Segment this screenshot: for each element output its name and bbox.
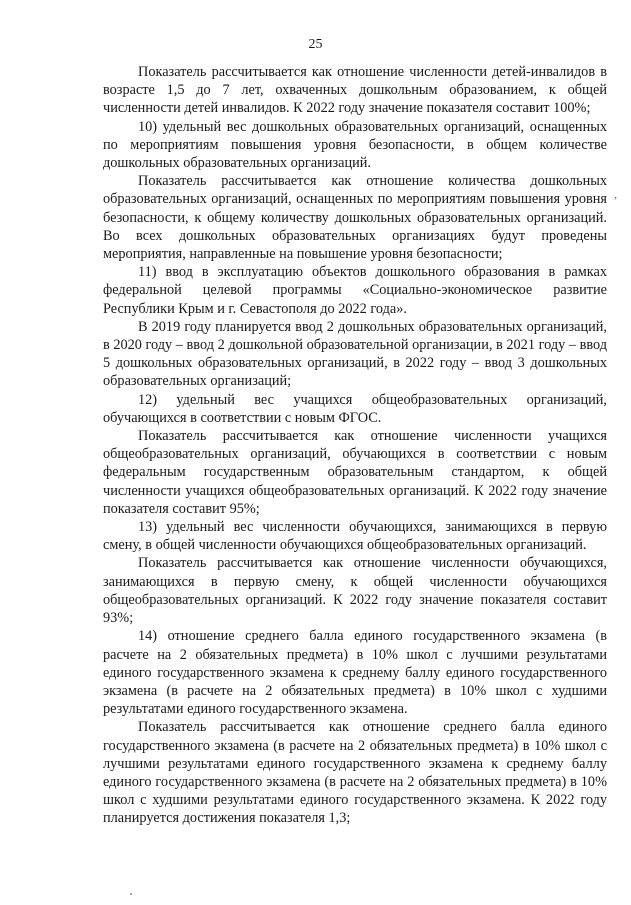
paragraph: Показатель рассчитывается как отношение численности учащихся общеобразовательных организаций, обучающихся в соответствии с новым федеральным государственным образовательным стандартом, к общей численности учащихся общеобразовательных организаций. К 2022 году значение показателя составит 95%; (103, 428, 607, 517)
margin-mark: , (614, 189, 617, 201)
paragraph: Показатель рассчитывается как отношение численности детей-инвалидов в возрасте 1,5 до 7 лет, охваченных дошкольным образованием, к общей численности детей инвалидов. К 2022 году значение показателя составит 100%; (103, 64, 607, 117)
document-body (103, 63, 607, 828)
scan-speck (130, 893, 132, 895)
paragraph: 11) ввод в эксплуатацию объектов дошкольного образования в рамках федеральной целевой программы «Социально-экономическое развитие Республики Крым и г. Севастополя до 2022 года». (103, 264, 607, 317)
paragraph: 13) удельный вес численности обучающихся, занимающихся в первую смену, в общей численности обучающихся общеобразовательных организаций. (103, 519, 607, 554)
paragraph: Показатель рассчитывается как отношение количества дошкольных образовательных организаций, оснащенных по мероприятиям повышения уровня безопасности, к общему количеству дошкольных образовательных организаций. Во всех дошкольных образовательных организациях будут проведены мероприятия, направленные на повышение уровня безопасности; (103, 173, 607, 263)
paragraph: Показатель рассчитывается как отношение среднего балла единого государственного экзамена (в расчете на 2 обязательных предмета) в 10% школ с лучшими результатами единого государственного экзамена к среднему баллу единого государственного экзамена (в расчете на 2 обязательных предмета) в 10% школ с худшими результатами единого государственного экзамена. К 2022 году планируется достижения показателя 1,3; (103, 719, 607, 827)
paragraph: Показатель рассчитывается как отношение численности обучающихся, занимающихся в первую смену, к общей численности обучающихся общеобразовательных организаций. К 2022 году значение показателя составит 93%; (103, 555, 607, 627)
paragraph: В 2019 году планируется ввод 2 дошкольных образовательных организаций, в 2020 году – ввод 2 дошкольной образовательной организации, в 2021 году – ввод 5 дошкольных образовательных организаций, в 2022 году – ввод 3 дошкольных образовательных организаций; (103, 318, 607, 390)
paragraph: 12) удельный вес учащихся общеобразовательных организаций, обучающихся в соответствии с новым ФГОС. (103, 391, 607, 426)
paragraph: 14) отношение среднего балла единого государственного экзамена (в расчете на 2 обязательных предмета) в 10% школ с лучшими результатами единого государственного экзамена к среднему баллу единого государственного экзамена (в расчете на 2 обязательных предмета) в 10% школ с худшими результатами единого государственного экзамена. (103, 628, 607, 718)
page-number: 25 (308, 37, 323, 52)
paragraph: 10) удельный вес дошкольных образовательных организаций, оснащенных по мероприятиям повышения уровня безопасности, в общем количестве дошкольных образовательных организаций. (103, 118, 607, 172)
